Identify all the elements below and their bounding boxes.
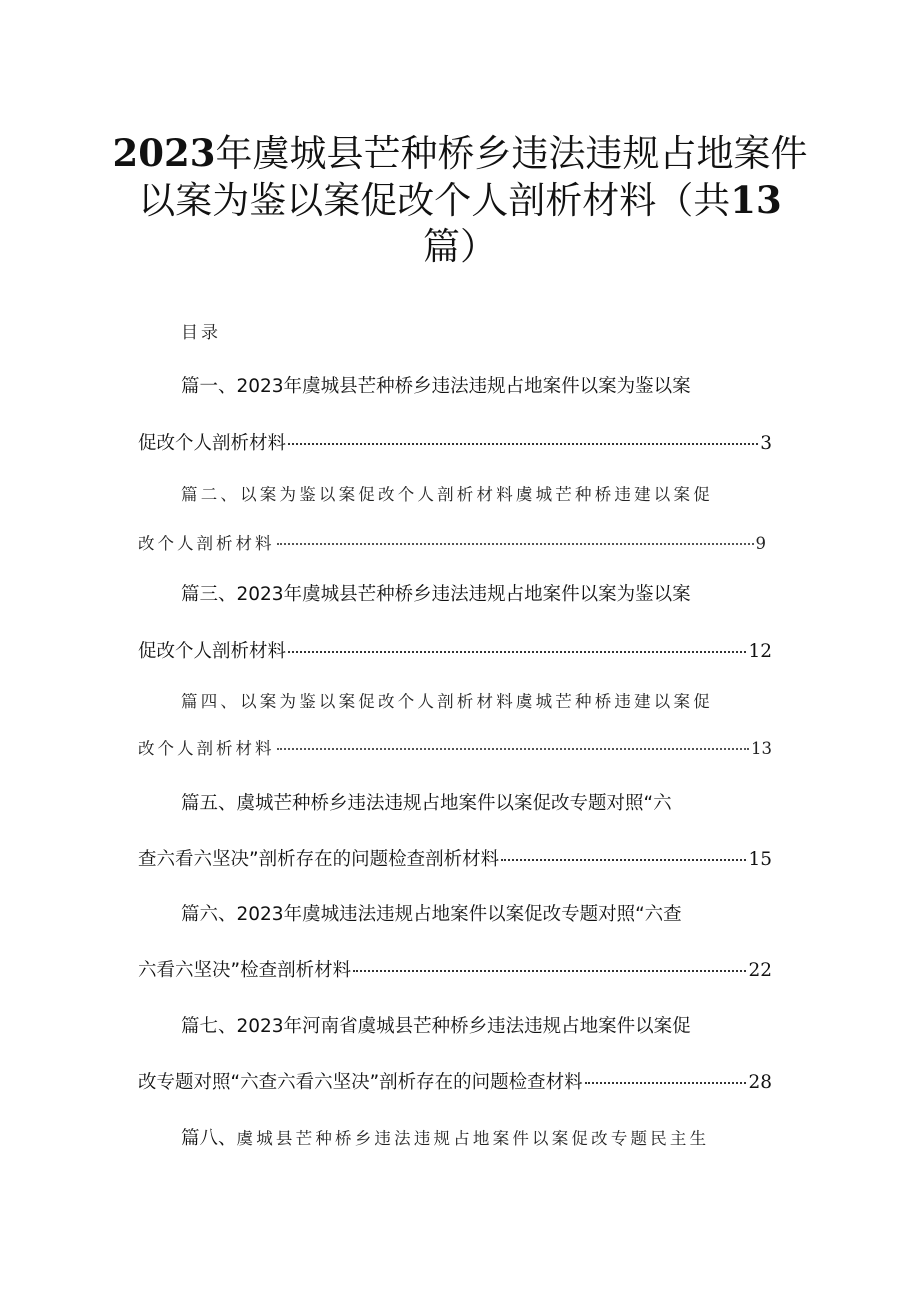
toc-entry-8-prefix: 篇八、 bbox=[181, 1128, 237, 1149]
toc-leader-dots bbox=[288, 424, 758, 445]
toc-leader-dots bbox=[277, 732, 750, 751]
toc-entry-label: 查六看六坚决”剖析存在的问题检查剖析材料 bbox=[138, 848, 500, 870]
toc-entry-label: 促改个人剖析材料 bbox=[138, 640, 287, 662]
toc-entry-6-line1[interactable]: 篇六、2023年虞城违法违规占地案件以案促改专题对照“六查 bbox=[181, 904, 682, 925]
toc-leader-dots bbox=[288, 632, 746, 653]
toc-entry-1-line1[interactable]: 篇一、2023年虞城县芒种桥乡违法违规占地案件以案为鉴以案 bbox=[181, 376, 691, 397]
toc-entry-label: 改个人剖析材料 bbox=[138, 534, 275, 553]
toc-entry-2-line2[interactable] bbox=[138, 530, 766, 554]
toc-entry-7-line1[interactable]: 篇七、2023年河南省虞城县芒种桥乡违法违规占地案件以案促 bbox=[181, 1016, 691, 1037]
toc-entry-label: 改个人剖析材料 bbox=[138, 739, 275, 758]
toc-entry-3-line2[interactable] bbox=[138, 636, 772, 663]
title-line-1: 2023年虞城县芒种桥乡违法违规占地案件 bbox=[112, 131, 808, 175]
title-line-2: 以案为鉴以案促改个人剖析材料（共13 bbox=[138, 178, 782, 222]
toc-page-number: 22 bbox=[748, 959, 772, 981]
toc-entry-3-line1[interactable]: 篇三、2023年虞城县芒种桥乡违法违规占地案件以案为鉴以案 bbox=[181, 584, 691, 605]
toc-entry-label: 改专题对照“六查六看六坚决”剖析存在的问题检查材料 bbox=[138, 1071, 583, 1093]
toc-entry-8-line1[interactable] bbox=[181, 1124, 709, 1150]
toc-leader-dots bbox=[353, 951, 746, 972]
toc-entry-5-line2[interactable] bbox=[138, 844, 772, 871]
toc-leader-dots bbox=[585, 1063, 747, 1084]
toc-page-number: 15 bbox=[748, 848, 772, 870]
toc-entry-7-line2[interactable] bbox=[138, 1067, 772, 1094]
toc-entry-4-line2[interactable] bbox=[138, 735, 772, 759]
toc-entry-2-line1[interactable]: 篇二、以案为鉴以案促改个人剖析材料虞城芒种桥违建以案促 bbox=[181, 485, 713, 504]
toc-entry-label: 促改个人剖析材料 bbox=[138, 432, 287, 454]
toc-entry-6-line2[interactable] bbox=[138, 955, 772, 982]
toc-entry-8-rest: 虞城县芒种桥乡违法违规占地案件以案促改专题民主生 bbox=[236, 1129, 710, 1148]
toc-page-number: 28 bbox=[748, 1071, 772, 1093]
toc-page-number: 3 bbox=[760, 432, 772, 454]
toc-leader-dots bbox=[277, 527, 754, 546]
toc-page-number: 12 bbox=[748, 640, 772, 662]
toc-entry-5-line1[interactable]: 篇五、虞城芒种桥乡违法违规占地案件以案促改专题对照“六 bbox=[181, 793, 672, 814]
toc-page-number: 9 bbox=[755, 534, 766, 553]
toc-entry-4-line1[interactable]: 篇四、以案为鉴以案促改个人剖析材料虞城芒种桥违建以案促 bbox=[181, 692, 713, 711]
toc-leader-dots bbox=[501, 840, 746, 861]
title-line-3: 篇） bbox=[423, 225, 497, 268]
toc-entry-1-line2[interactable] bbox=[138, 428, 772, 455]
toc-entry-label: 六看六坚决”检查剖析材料 bbox=[138, 959, 352, 981]
document-title bbox=[100, 130, 820, 270]
toc-heading: 目录 bbox=[181, 323, 221, 343]
toc-page-number: 13 bbox=[751, 739, 772, 758]
